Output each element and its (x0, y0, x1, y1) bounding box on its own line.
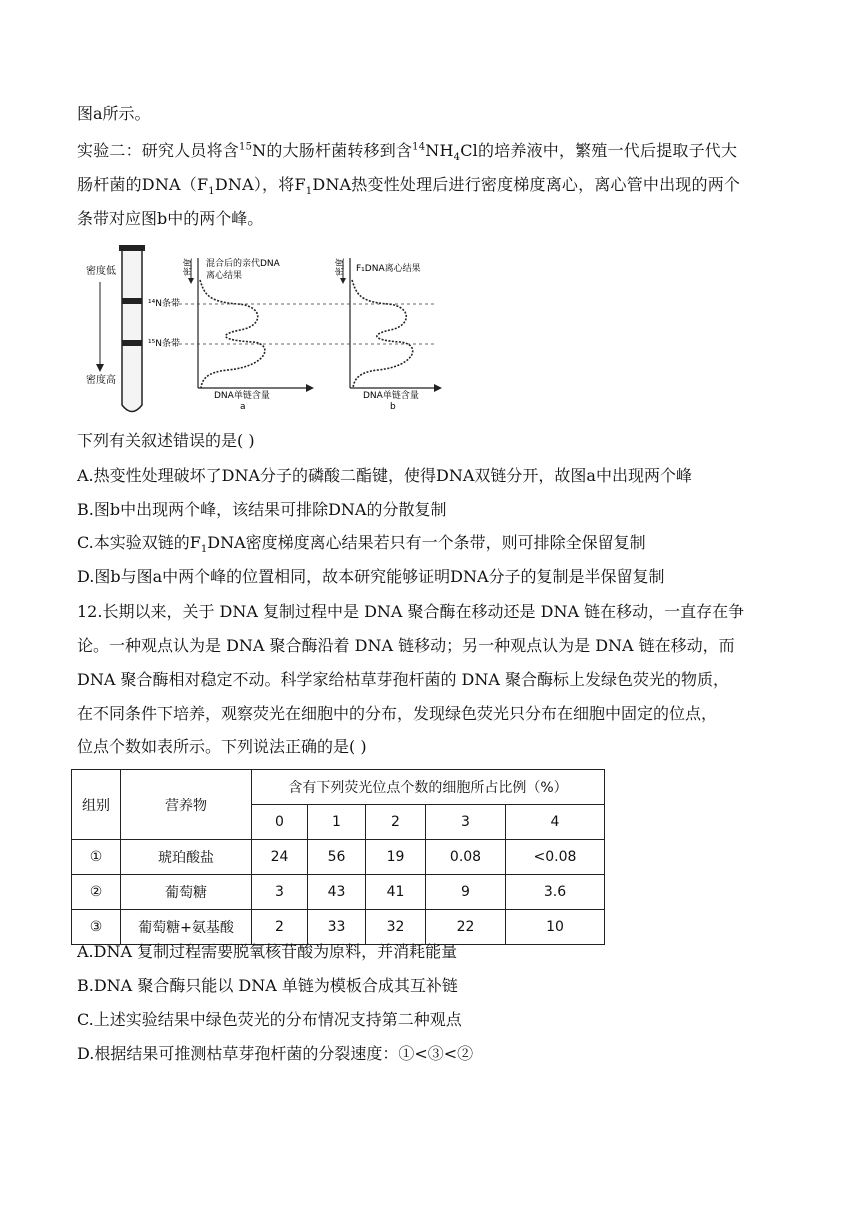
q12-option-a: A.DNA 复制过程需要脱氧核苷酸为原料，并消耗能量 (77, 942, 458, 961)
arrow-right-icon (306, 384, 314, 392)
centrifuge-diagram (78, 240, 448, 420)
graph-b-label: b (390, 402, 396, 412)
q12-option-b: B.DNA 聚合酶只能以 DNA 单链为模板合成其互补链 (77, 976, 458, 995)
graph-b-xlabel: DNA单链含量 (363, 391, 419, 401)
col-header: 0 (252, 805, 308, 840)
q11-option-a: A.热变性处理破坏了DNA分子的磷酸二酯键，使得DNA双链分开，故图a中出现两个峰 (77, 466, 692, 485)
tube-label-top: 密度低 (86, 266, 116, 277)
q12-option-c: C.上述实验结果中绿色荧光的分布情况支持第二种观点 (77, 1010, 462, 1029)
tube-label-bottom: 密度高 (86, 375, 116, 386)
header-group: 组别 (72, 770, 121, 840)
q11-option-b: B.图b中出现两个峰，该结果可排除DNA的分散复制 (77, 500, 447, 519)
axis-density-b: 密度 (336, 257, 346, 276)
arrow-down-icon (96, 364, 104, 372)
q11-stem: 下列有关叙述错误的是( ) (77, 431, 255, 450)
graph-a-title-2: 离心结果 (206, 271, 243, 281)
col-header: 2 (366, 805, 426, 840)
col-header: 3 (426, 805, 506, 840)
graph-a-title-1: 混合后的亲代DNA (206, 259, 280, 269)
q12-line-3: DNA 聚合酶相对稳定不动。科学家给枯草芽孢杆菌的 DNA 聚合酶标上发绿色荧光的物质， (77, 670, 730, 689)
graph-b (334, 258, 442, 412)
graph-a-label: a (240, 402, 246, 412)
graph-a-xlabel: DNA单链含量 (214, 391, 270, 401)
axis-density-a: 密度 (184, 257, 194, 276)
exp2-line-2: 肠杆菌的$DNA(F_1DNA)$，将$F_1DNA$热变性处理后进行密度梯度离心，离心管中出现的两个 (77, 175, 741, 198)
exp2-line-3: 条带对应图b中的两个峰。 (77, 209, 264, 228)
q12-line-1: 12.长期以来，关于 DNA 复制过程中是 DNA 聚合酶在移动还是 DNA 链在移动，一直存在争 (77, 602, 745, 621)
graph-b-title: F₁DNA离心结果 (356, 264, 421, 274)
q12-line-5: 位点个数如表所示。下列说法正确的是( ) (77, 737, 367, 756)
band-15n-label: ¹⁵N条带 (148, 339, 180, 349)
exp2-line-1: 实验二：研究人员将含$^{15}$N的大肠杆菌转移到含$^{14}NH_4Cl$的培养液中，繁殖一代后提取子代大 (77, 141, 738, 164)
header-nutrient: 营养物 (121, 770, 252, 840)
q12-line-2: 论。一种观点认为是 DNA 聚合酶沿着 DNA 链移动；另一种观点认为是 DNA 链在移动，而 (77, 636, 735, 655)
header-span: 含有下列荧光位点个数的细胞所占比例（%） (252, 770, 605, 805)
arrow-right-icon (434, 384, 442, 392)
q11-option-d: D.图b与图a中两个峰的位置相同，故本研究能够证明DNA分子的复制是半保留复制 (77, 567, 665, 586)
q11-option-c: C.本实验双链的$F_1DNA$密度梯度离心结果若只有一个条带，则可排除全保留复制 (77, 533, 646, 556)
q12-line-4: 在不同条件下培养，观察荧光在细胞中的分布，发现绿色荧光只分布在细胞中固定的位点， (77, 704, 718, 723)
table-row: ③ 葡萄糖+氨基酸 2 33 32 22 10 (72, 910, 605, 945)
arrow-down-icon (188, 278, 194, 284)
col-header: 1 (308, 805, 366, 840)
col-header: 4 (506, 805, 605, 840)
arrow-down-icon (340, 278, 346, 284)
graph-a (182, 257, 314, 412)
centrifuge-tube (119, 245, 145, 412)
fluorescence-table (71, 769, 605, 945)
centrifuge-figure (78, 240, 448, 420)
band-14n-label: ¹⁴N条带 (148, 299, 180, 309)
q12-option-d: D.根据结果可推测枯草芽孢杆菌的分裂速度：①<③<② (77, 1044, 474, 1063)
table-row: ② 葡萄糖 3 43 41 9 3.6 (72, 875, 605, 910)
table-row: ① 琥珀酸盐 24 56 19 0.08 <0.08 (72, 840, 605, 875)
intro-line: 图a所示。 (77, 104, 151, 123)
